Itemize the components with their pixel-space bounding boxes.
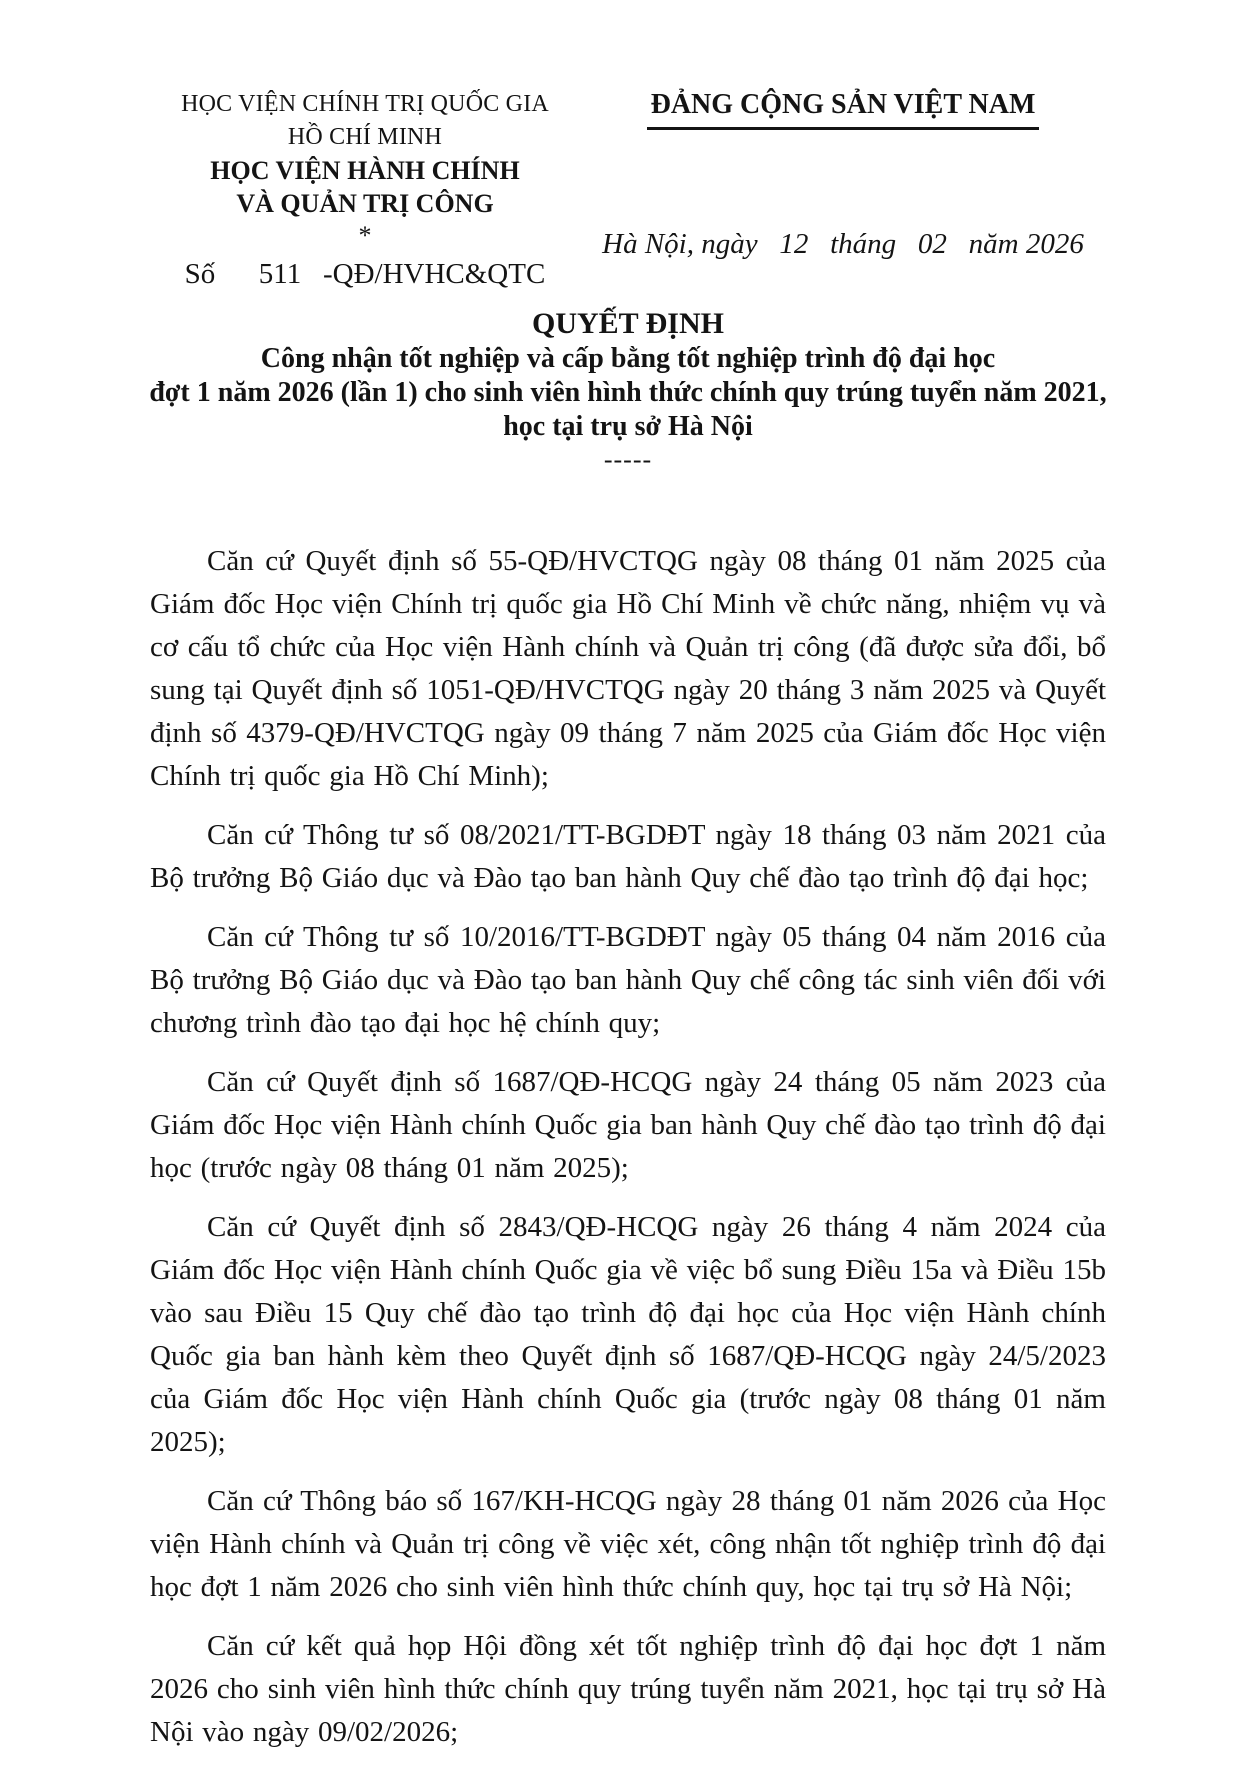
document-header <box>150 88 1106 292</box>
legal-basis-paragraph: Căn cứ Quyết định số 1687/QĐ-HCQG ngày 24 tháng 05 năm 2023 của Giám đốc Học viện Hành chính Quốc gia ban hành Quy chế đào tạo trình độ đại học (trước ngày 08 tháng 01 năm 2025); <box>150 1066 1106 1184</box>
legal-basis-paragraph: Căn cứ Thông tư số 10/2016/TT-BGDĐT ngày 05 tháng 04 năm 2016 của Bộ trưởng Bộ Giáo dục và Đào tạo ban hành Quy chế công tác sinh viên đối với chương trình đào tạo đại học hệ chính quy; <box>150 921 1106 1039</box>
party-header-block <box>580 88 1106 262</box>
legal-basis-paragraph: Căn cứ kết quả họp Hội đồng xét tốt nghiệp trình độ đại học đợt 1 năm 2026 cho sinh viên hình thức chính quy trúng tuyển năm 2021, học tại trụ sở Hà Nội vào ngày 09/02/2026; <box>150 1630 1106 1748</box>
legal-basis-paragraph: Căn cứ Thông báo số 167/KH-HCQG ngày 28 tháng 01 năm 2026 của Học viện Hành chính và Quản trị công về việc xét, công nhận tốt nghiệp trình độ đại học đợt 1 năm 2026 cho sinh viên hình thức chính quy, học tại trụ sở Hà Nội; <box>150 1485 1106 1603</box>
legal-basis-paragraph: Căn cứ Thông tư số 08/2021/TT-BGDĐT ngày 18 tháng 03 năm 2021 của Bộ trưởng Bộ Giáo dục và Đào tạo ban hành Quy chế đào tạo trình độ đại học; <box>150 819 1106 894</box>
decision-subtitle-line-3: học tại trụ sở Hà Nội <box>503 411 753 442</box>
decision-subtitle-line-2: đợt 1 năm 2026 (lần 1) cho sinh viên hình thức chính quy trúng tuyển năm 2021, <box>149 377 1107 408</box>
decision-number-line: Số 511 -QĐ/HVHC&QTC <box>184 258 546 290</box>
org-parent-line-1: HỌC VIỆN CHÍNH TRỊ QUỐC GIA <box>181 91 549 117</box>
org-parent-line-2: HỒ CHÍ MINH <box>287 124 443 150</box>
decision-preamble <box>150 540 1106 1754</box>
star-separator: * <box>358 221 372 250</box>
org-name-line-1: HỌC VIỆN HÀNH CHÍNH <box>210 156 520 185</box>
issuing-org-block <box>150 88 580 292</box>
legal-basis-paragraph: Căn cứ Quyết định số 55-QĐ/HVCTQG ngày 08 tháng 01 năm 2025 của Giám đốc Học viện Chính trị quốc gia Hồ Chí Minh về chức năng, nhiệm vụ và cơ cấu tổ chức của Học viện Hành chính và Quản trị công (đã được sửa đổi, bổ sung tại Quyết định số 1051-QĐ/HVCTQG ngày 20 tháng 3 năm 2025 và Quyết định số 4379-QĐ/HVCTQG ngày 09 tháng 7 năm 2025 của Giám đốc Học viện Chính trị quốc gia Hồ Chí Minh); <box>150 545 1106 792</box>
legal-basis-paragraph: Căn cứ Quyết định số 2843/QĐ-HCQG ngày 26 tháng 4 năm 2024 của Giám đốc Học viện Hành chính Quốc gia về việc bổ sung Điều 15a và Điều 15b vào sau Điều 15 Quy chế đào tạo trình độ đại học của Học viện Hành chính Quốc gia ban hành kèm theo Quyết định số 1687/QĐ-HCQG ngày 24/5/2023 của Giám đốc Học viện Hành chính Quốc gia (trước ngày 08 tháng 01 năm 2025); <box>150 1211 1106 1458</box>
title-divider: ----- <box>603 445 653 474</box>
decision-heading: QUYẾT ĐỊNH <box>532 307 724 340</box>
party-name: ĐẢNG CỘNG SẢN VIỆT NAM <box>647 88 1040 130</box>
decision-subtitle-line-1: Công nhận tốt nghiệp và cấp bằng tốt nghiệp trình độ đại học <box>260 343 996 374</box>
place-date-line: Hà Nội, ngày 12 tháng 02 năm 2026 <box>602 228 1084 260</box>
decision-title-block <box>126 306 1130 474</box>
org-name-line-2: VÀ QUẢN TRỊ CÔNG <box>236 189 494 218</box>
